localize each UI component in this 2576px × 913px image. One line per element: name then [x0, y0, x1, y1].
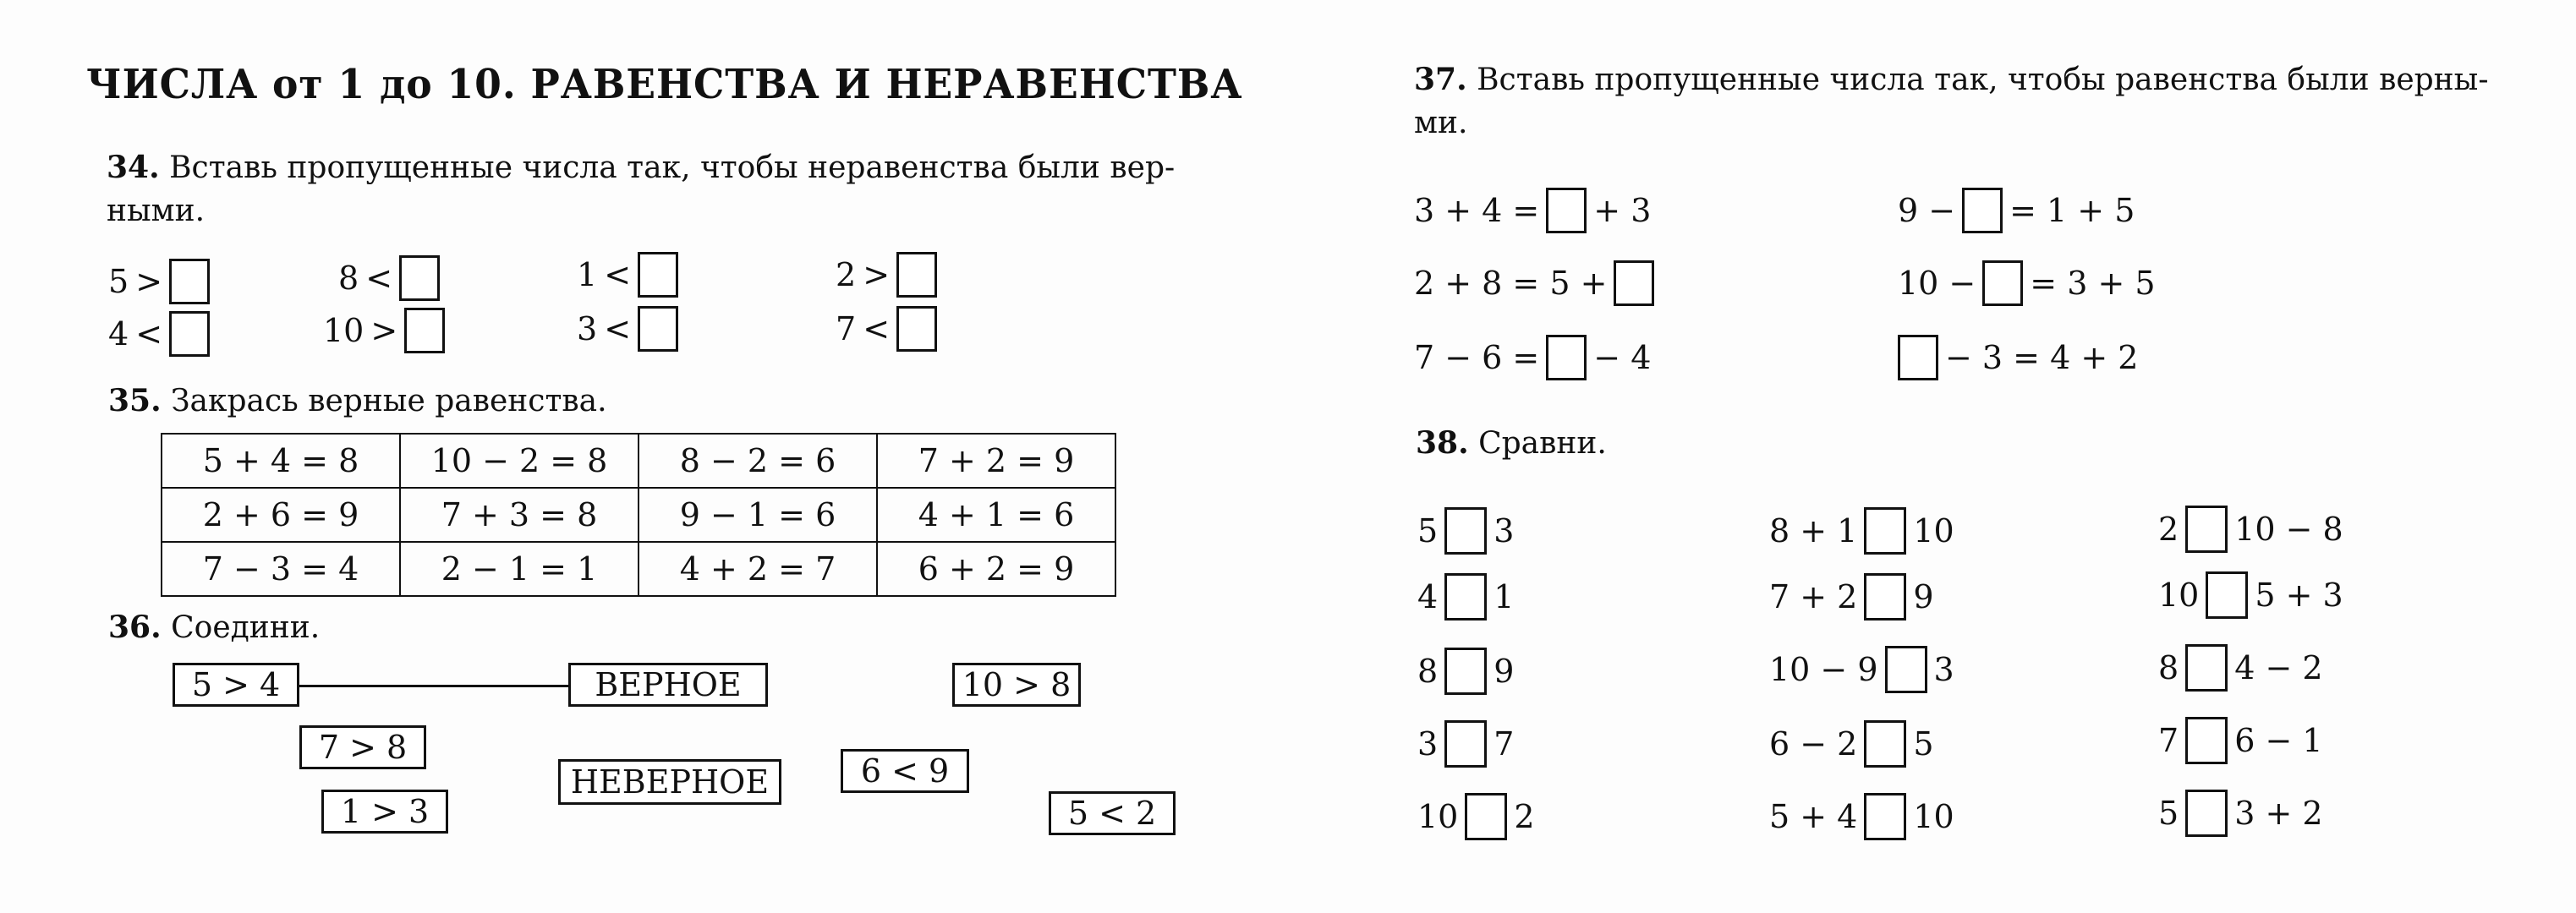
right-operand: 5 + 3 [2255, 577, 2343, 614]
expr-left: 7 − 6 = [1414, 339, 1540, 376]
compare-item [1769, 573, 1934, 621]
compare-box[interactable] [1864, 573, 1906, 621]
card-inequality[interactable]: 6 < 9 [841, 749, 969, 793]
operator: < [604, 256, 632, 293]
table-row [162, 434, 1115, 488]
task-number: 36. [108, 610, 162, 645]
expr-left: 10 − [1898, 265, 1976, 302]
compare-item [1417, 507, 1514, 555]
operator: < [863, 310, 891, 347]
operator: > [135, 263, 163, 300]
equality-cell[interactable]: 7 + 2 = 9 [877, 434, 1115, 488]
right-operand: 10 [1913, 512, 1954, 549]
inequality-item [323, 308, 445, 353]
left-operand: 10 [1417, 798, 1459, 835]
right-operand: 4 − 2 [2234, 649, 2323, 686]
task-number: 37. [1414, 62, 1467, 97]
table-row [162, 488, 1115, 542]
left-operand: 5 + 4 [1769, 798, 1858, 835]
equality-cell[interactable]: 8 − 2 = 6 [639, 434, 877, 488]
right-operand: 5 [1913, 725, 1934, 763]
equality-cell[interactable]: 4 + 1 = 6 [877, 488, 1115, 542]
task-34-heading [107, 152, 1175, 183]
compare-box[interactable] [1444, 573, 1487, 621]
compare-item [1417, 720, 1514, 768]
card-true[interactable]: ВЕРНОЕ [568, 663, 768, 707]
answer-box[interactable] [1546, 188, 1587, 233]
card-inequality[interactable]: 1 > 3 [321, 790, 448, 834]
right-operand: 10 [1913, 798, 1954, 835]
number: 10 [323, 312, 364, 349]
compare-box[interactable] [1864, 720, 1906, 768]
equation-item [1898, 335, 2138, 380]
right-operand: 9 [1494, 653, 1515, 690]
inequality-item [108, 311, 210, 357]
inequality-item [836, 252, 937, 298]
task-35-heading [108, 385, 607, 417]
compare-item [2158, 506, 2343, 553]
compare-item [2158, 571, 2343, 619]
right-operand: 6 − 1 [2234, 722, 2323, 759]
equation-item [1414, 260, 1654, 306]
expr-right: = 1 + 5 [2009, 192, 2135, 229]
compare-box[interactable] [2206, 571, 2248, 619]
equality-cell[interactable]: 2 + 6 = 9 [162, 488, 400, 542]
compare-item [1417, 573, 1514, 621]
compare-item [1769, 646, 1954, 693]
number: 3 [577, 310, 598, 347]
left-operand: 7 [2158, 722, 2179, 759]
right-operand: 1 [1494, 578, 1515, 615]
expr-left: 3 + 4 = [1414, 192, 1540, 229]
compare-item [2158, 790, 2323, 837]
task-34-text-cont: ными. [107, 194, 206, 228]
operator: < [604, 310, 632, 347]
compare-item [1769, 793, 1954, 840]
task-text: Соедини. [171, 610, 321, 645]
equation-item [1898, 188, 2135, 233]
left-operand: 5 [1417, 512, 1439, 549]
operator: > [370, 312, 398, 349]
answer-box[interactable] [638, 306, 678, 352]
task-text: Сравни. [1478, 426, 1607, 461]
right-operand: 2 [1514, 798, 1535, 835]
number: 5 [108, 263, 129, 300]
right-operand: 3 [1494, 512, 1515, 549]
compare-item [2158, 644, 2323, 692]
left-operand: 7 + 2 [1769, 578, 1858, 615]
card-inequality[interactable]: 10 > 8 [952, 663, 1081, 707]
connector-line [299, 685, 568, 687]
inequality-item [836, 306, 937, 352]
compare-item [1417, 648, 1514, 695]
expr-right: + 3 [1593, 192, 1652, 229]
answer-box[interactable] [1546, 335, 1587, 380]
expr-left: 9 − [1898, 192, 1956, 229]
left-operand: 8 [2158, 649, 2179, 686]
compare-box[interactable] [2185, 644, 2228, 692]
compare-item [2158, 717, 2323, 764]
task-38-heading [1416, 425, 1607, 461]
answer-box[interactable] [896, 306, 937, 352]
task-text: Вставь пропущенные числа так, чтобы равенства были верны- [1477, 63, 2489, 97]
answer-box[interactable] [1982, 260, 2023, 306]
compare-box[interactable] [1864, 793, 1906, 840]
answer-box[interactable] [1962, 188, 2003, 233]
answer-box[interactable] [1614, 260, 1654, 306]
compare-box[interactable] [1444, 507, 1487, 555]
right-operand: 3 + 2 [2234, 795, 2323, 832]
card-inequality[interactable]: 5 < 2 [1049, 791, 1176, 835]
number: 4 [108, 315, 129, 353]
inequality-item [577, 306, 678, 352]
equality-cell[interactable]: 4 + 2 = 7 [639, 542, 877, 596]
left-operand: 6 − 2 [1769, 725, 1858, 763]
page-title: ЧИСЛА от 1 до 10. РАВЕНСТВА И НЕРАВЕНСТВА [86, 61, 1243, 108]
task-number: 34. [107, 150, 160, 185]
answer-box[interactable] [896, 252, 937, 298]
number: 1 [577, 256, 598, 293]
inequality-item [577, 252, 678, 298]
equality-cell[interactable]: 10 − 2 = 8 [400, 434, 639, 488]
task-text: Закрась верные равенства. [171, 384, 607, 418]
left-operand: 4 [1417, 578, 1439, 615]
left-operand: 10 [2158, 577, 2200, 614]
card-inequality[interactable]: 5 > 4 [173, 663, 299, 707]
left-operand: 2 [2158, 511, 2179, 548]
compare-box[interactable] [2185, 717, 2228, 764]
right-operand: 9 [1913, 578, 1934, 615]
inequality-item [108, 259, 210, 304]
operator: < [135, 315, 163, 353]
table-row [162, 542, 1115, 596]
expr-right: = 3 + 5 [2030, 265, 2156, 302]
answer-box[interactable] [404, 308, 445, 353]
left-operand: 10 − 9 [1769, 651, 1878, 688]
equation-item [1898, 260, 2156, 306]
right-operand: 3 [1933, 651, 1954, 688]
answer-box[interactable] [399, 255, 440, 301]
answer-box[interactable] [169, 311, 210, 357]
equality-cell[interactable]: 9 − 1 = 6 [639, 488, 877, 542]
left-operand: 8 [1417, 653, 1439, 690]
number: 2 [836, 256, 857, 293]
operator: < [365, 260, 393, 297]
answer-box[interactable] [638, 252, 678, 298]
expr-left: 2 + 8 = 5 + [1414, 265, 1608, 302]
compare-box[interactable] [1864, 507, 1906, 555]
operator: > [863, 256, 891, 293]
right-operand: 7 [1494, 725, 1515, 763]
expr-right: − 3 = 4 + 2 [1945, 339, 2139, 376]
right-operand: 10 − 8 [2234, 511, 2343, 548]
equality-cell[interactable]: 6 + 2 = 9 [877, 542, 1115, 596]
answer-box[interactable] [1898, 335, 1938, 380]
compare-item [1417, 793, 1535, 840]
compare-box[interactable] [1444, 720, 1487, 768]
task-37-heading [1414, 64, 2489, 96]
compare-box[interactable] [1465, 793, 1507, 840]
equality-cell[interactable]: 2 − 1 = 1 [400, 542, 639, 596]
compare-box[interactable] [2185, 790, 2228, 837]
task-37-text-cont: ми. [1414, 106, 1468, 140]
equation-item [1414, 335, 1651, 380]
equality-cell[interactable]: 5 + 4 = 8 [162, 434, 400, 488]
compare-box[interactable] [1444, 648, 1487, 695]
compare-box[interactable] [1885, 646, 1927, 693]
compare-item [1769, 507, 1954, 555]
left-operand: 8 + 1 [1769, 512, 1858, 549]
task-36-heading [108, 612, 320, 643]
equality-cell[interactable]: 7 − 3 = 4 [162, 542, 400, 596]
equation-item [1414, 188, 1651, 233]
equality-cell[interactable]: 7 + 3 = 8 [400, 488, 639, 542]
compare-box[interactable] [2185, 506, 2228, 553]
left-operand: 3 [1417, 725, 1439, 763]
card-inequality[interactable]: 7 > 8 [299, 725, 426, 769]
expr-right: − 4 [1593, 339, 1652, 376]
task-number: 38. [1416, 425, 1469, 461]
task-text: Вставь пропущенные числа так, чтобы неравенства были вер- [169, 150, 1176, 185]
equalities-table [161, 433, 1116, 597]
number: 8 [338, 260, 359, 297]
number: 7 [836, 310, 857, 347]
inequality-item [338, 255, 440, 301]
compare-item [1769, 720, 1934, 768]
answer-box[interactable] [169, 259, 210, 304]
left-operand: 5 [2158, 795, 2179, 832]
card-false[interactable]: НЕВЕРНОЕ [558, 759, 781, 805]
task-number: 35. [108, 383, 162, 418]
